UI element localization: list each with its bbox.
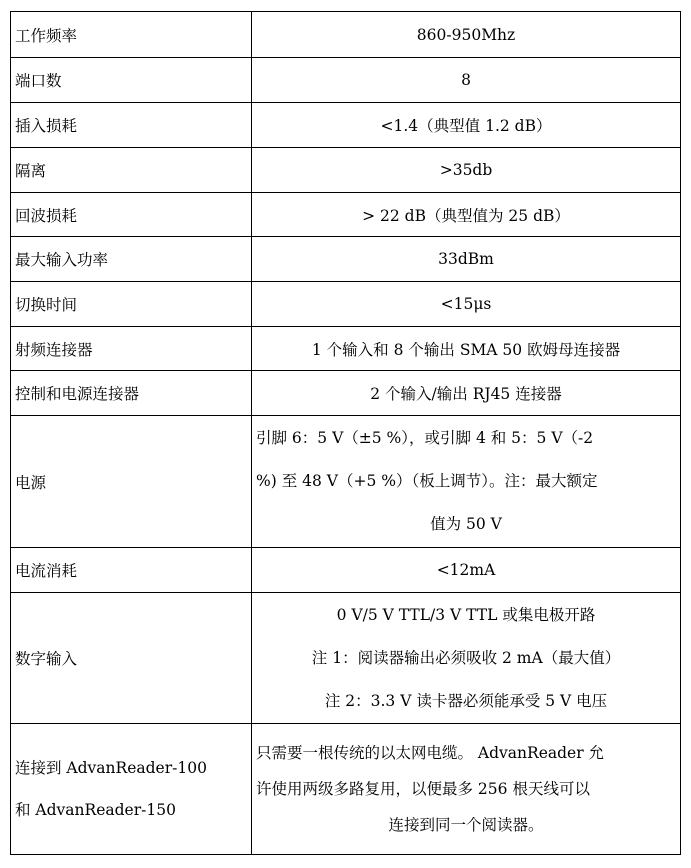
row-label-max-input-power: 最大输入功率 <box>11 237 252 282</box>
row-label-insertion-loss: 插入损耗 <box>11 103 252 148</box>
table-row <box>11 237 681 282</box>
table-row <box>11 327 681 371</box>
row-label-control-power-connector: 控制和电源连接器 <box>11 371 252 416</box>
value-line: 只需要一根传统的以太网电缆。 AdvanReader 允 <box>256 744 605 762</box>
row-label-power-supply: 电源 <box>11 416 252 548</box>
row-label-advanreader-connection <box>11 724 252 855</box>
value-line: 注 2：3.3 V 读卡器必须能承受 5 V 电压 <box>324 691 608 710</box>
row-label-rf-connector: 射频连接器 <box>11 327 252 371</box>
row-label-ports: 端口数 <box>11 58 252 103</box>
table-row <box>11 103 681 148</box>
row-label-switching-time: 切换时间 <box>11 282 252 327</box>
value-line: 引脚 6：5 V（±5 %），或引脚 4 和 5：5 V（-2 <box>256 429 594 447</box>
row-value-insertion-loss: <1.4（典型值 1.2 dB） <box>252 103 681 148</box>
row-value-switching-time: <15μs <box>252 282 681 327</box>
value-line: 0 V/5 V TTL/3 V TTL 或集电极开路 <box>336 605 596 624</box>
row-label-current-consumption: 电流消耗 <box>11 548 252 593</box>
row-value-control-power-connector: 2 个输入/输出 RJ45 连接器 <box>252 371 681 416</box>
value-line: %) 至 48 V（+5 %）（板上调节）。注：最大额定 <box>256 472 598 490</box>
row-value-power-supply <box>252 416 681 548</box>
table-row <box>11 12 681 58</box>
row-value-ports: 8 <box>252 58 681 103</box>
row-value-isolation: >35db <box>252 148 681 193</box>
table-row <box>11 282 681 327</box>
value-line: 值为 50 V <box>430 515 502 533</box>
table-row <box>11 724 681 855</box>
row-value-digital-input <box>252 593 681 724</box>
label-line: 连接到 AdvanReader-100 <box>15 759 207 777</box>
spec-table <box>10 11 681 855</box>
row-label-return-loss: 回波损耗 <box>11 193 252 237</box>
table-row <box>11 593 681 724</box>
table-row <box>11 193 681 237</box>
table-row <box>11 371 681 416</box>
row-value-rf-connector: 1 个输入和 8 个输出 SMA 50 欧姆母连接器 <box>252 327 681 371</box>
row-label-isolation: 隔离 <box>11 148 252 193</box>
value-line: 许使用两级多路复用，以便最多 256 根天线可以 <box>256 780 590 798</box>
table-row <box>11 416 681 548</box>
table-row <box>11 58 681 103</box>
value-line: 注 1：阅读器输出必须吸收 2 mA（最大值） <box>311 648 621 667</box>
row-label-digital-input: 数字输入 <box>11 593 252 724</box>
table-row <box>11 548 681 593</box>
label-line: 和 AdvanReader-150 <box>15 801 176 819</box>
row-value-max-input-power: 33dBm <box>252 237 681 282</box>
value-line: 连接到同一个阅读器。 <box>388 816 544 834</box>
table-row <box>11 148 681 193</box>
row-value-frequency: 860-950Mhz <box>252 12 681 58</box>
row-value-advanreader-connection <box>252 724 681 855</box>
row-value-current-consumption: <12mA <box>252 548 681 593</box>
row-label-frequency: 工作频率 <box>11 12 252 58</box>
row-value-return-loss: > 22 dB（典型值为 25 dB） <box>252 193 681 237</box>
